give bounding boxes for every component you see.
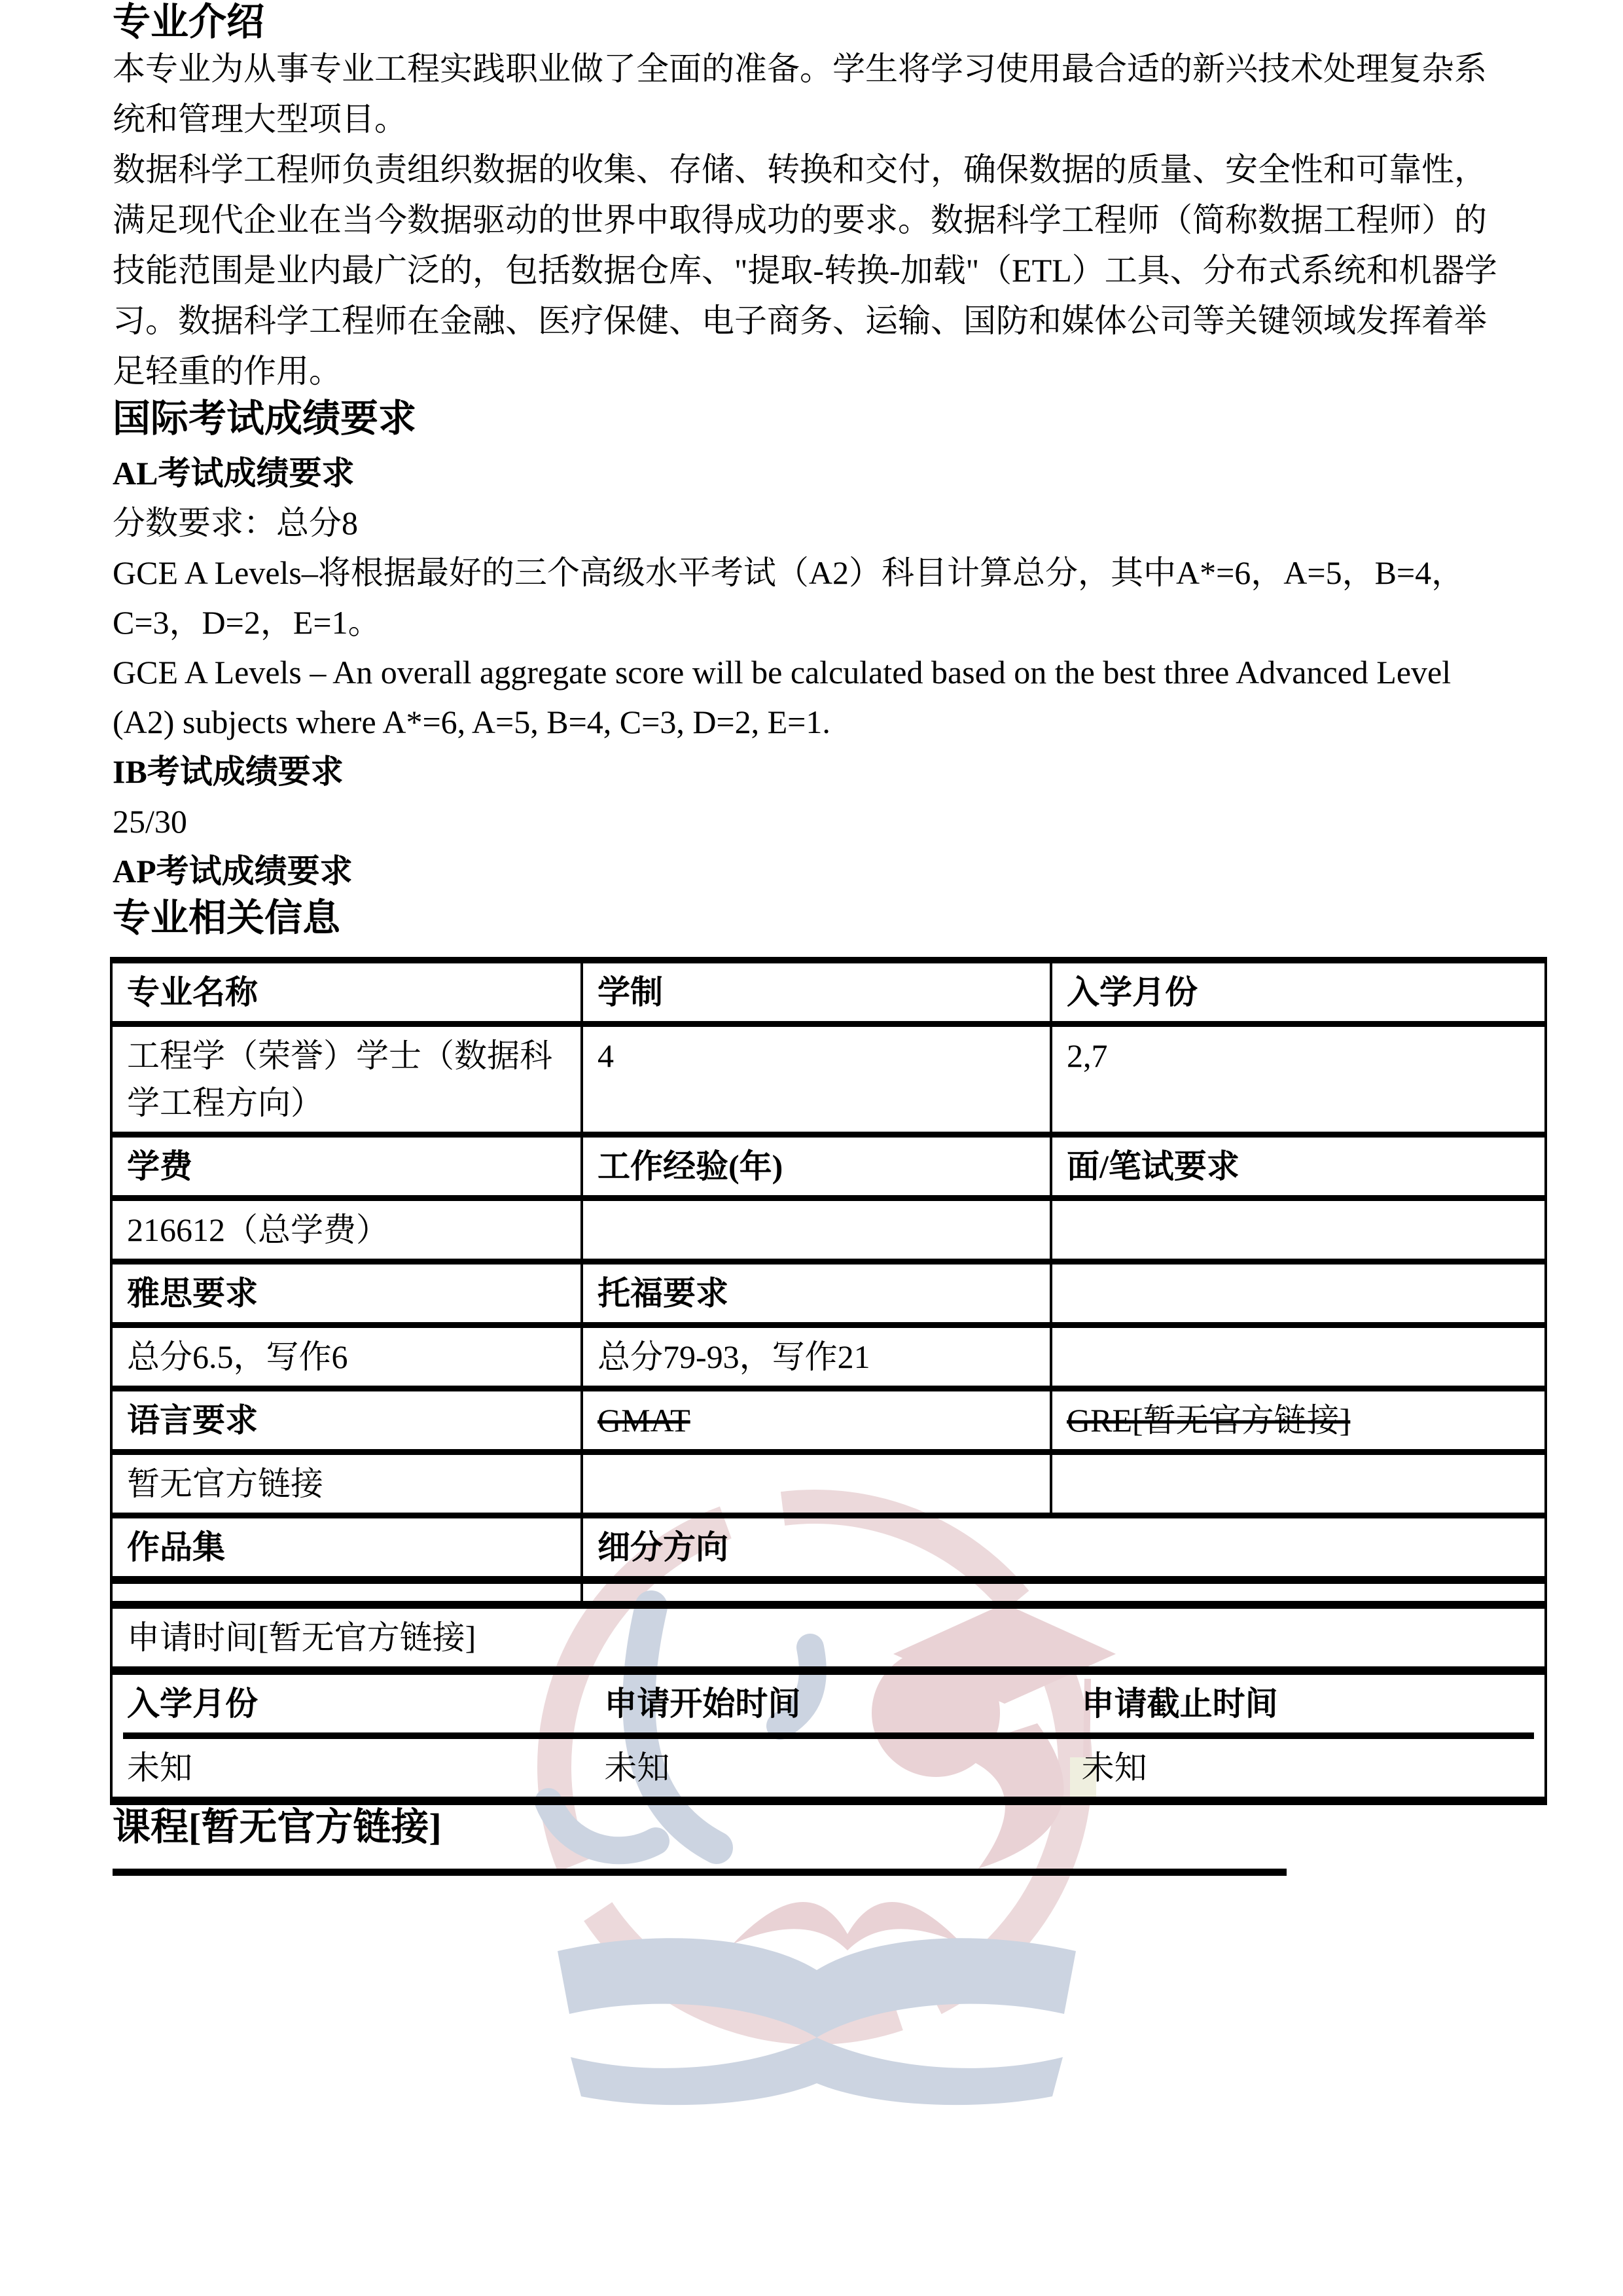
spacer-cell (113, 1584, 583, 1601)
intro-paragraph-1: 本专业为从事专业工程实践职业做了全面的准备。学生将学习使用最合适的新兴技术处理复杂系统和管理大型项目。 (113, 50, 1487, 137)
cell-duration-header: 学制 (583, 963, 1052, 1021)
table-row-header-5 (113, 1518, 1544, 1584)
cell-no-official-link: 暂无官方链接 (113, 1455, 583, 1513)
cell-intake-unknown: 未知 (127, 1749, 192, 1786)
exam-requirements-heading: 国际考试成绩要求 (113, 397, 417, 440)
cell-duration: 4 (583, 1027, 1052, 1132)
table-row-tuition (113, 1201, 1544, 1265)
spacer-cell (583, 1584, 1544, 1601)
cell-ielts-value: 总分6.5，写作6 (113, 1328, 583, 1386)
cell-portfolio-header: 作品集 (113, 1518, 583, 1576)
intro-heading: 专业介绍 (113, 1, 265, 43)
table-row-header-6 (113, 1675, 1544, 1732)
cell-specialization-header: 细分方向 (597, 1529, 728, 1566)
cell-start-unknown: 未知 (604, 1749, 670, 1786)
program-info-table (110, 957, 1547, 1805)
subtable-divider-rule (123, 1732, 1534, 1739)
cell-empty (583, 1455, 1052, 1513)
cell-empty (1052, 1455, 1544, 1513)
cell-language-req-header: 语言要求 (113, 1391, 583, 1449)
cell-application-time: 申请时间[暂无官方链接] (127, 1619, 476, 1656)
table-row-header-3 (113, 1265, 1544, 1328)
cell-major-name: 工程学（荣誉）学士（数据科学工程方向） (113, 1027, 583, 1132)
ib-score-line: 25/30 (113, 803, 187, 840)
cell-empty-value (1052, 1328, 1544, 1386)
al-requirement-label: AL考试成绩要求 (113, 455, 355, 492)
ap-requirement-label: AP考试成绩要求 (113, 853, 353, 889)
program-info-heading: 专业相关信息 (113, 897, 341, 939)
cell-apply-deadline-header: 申请截止时间 (1081, 1685, 1278, 1722)
ib-requirement-label: IB考试成绩要求 (113, 753, 344, 790)
cell-interview-value (1052, 1201, 1544, 1259)
table-row-header-4 (113, 1391, 1544, 1455)
cell-interview-header: 面/笔试要求 (1067, 1148, 1240, 1185)
cell-tuition-value: 216612（总学费） (113, 1201, 583, 1259)
courses-heading: 课程[暂无官方链接] (113, 1806, 442, 1848)
cell-major-name-header: 专业名称 (113, 963, 583, 1021)
intro-paragraph-2: 数据科学工程师负责组织数据的收集、存储、转换和交付，确保数据的质量、安全性和可靠性，满足现代企业在当今数据驱动的世界中取得成功的要求。数据科学工程师（简称数据工程师）的技能范围是业内最广泛的，包括数据仓库、"提取-转换-加载"（ETL）工具、分布式系统和机器学习。数据科学工程师在金融、医疗保健、电子商务、运输、国防和媒体公司等关键领域发挥着举足轻重的作用。 (113, 151, 1497, 389)
cell-intake-month-header: 入学月份 (1067, 974, 1198, 1011)
table-row-unknown-values (113, 1739, 1544, 1797)
table-row-language-link (113, 1455, 1544, 1518)
cell-intake-month-header-2: 入学月份 (127, 1685, 258, 1722)
cell-deadline-unknown: 未知 (1081, 1749, 1147, 1786)
cell-experience-value (583, 1201, 1052, 1259)
section-divider-rule (113, 1869, 1287, 1876)
cell-empty-header (1052, 1265, 1544, 1322)
table-row-spacer (113, 1584, 1544, 1609)
gce-cn-line: GCE A Levels–将根据最好的三个高级水平考试（A2）科目计算总分，其中A*=6，A=5，B=4，C=3，D=2，E=1。 (113, 554, 1465, 641)
cell-apply-start-header: 申请开始时间 (604, 1685, 801, 1722)
table-row-header-1 (113, 963, 1544, 1027)
cell-experience-header: 工作经验(年) (583, 1138, 1052, 1195)
cell-toefl-value: 总分79-93，写作21 (583, 1328, 1052, 1386)
cell-gmat-strikethrough: GMAT (583, 1391, 1052, 1449)
exam-requirements-block (113, 448, 1513, 896)
table-row-program (113, 1027, 1544, 1138)
table-row-application-time (113, 1609, 1544, 1675)
al-score-line: 分数要求：总分8 (113, 505, 358, 541)
cell-gre-strikethrough: GRE[暂无官方链接] (1067, 1402, 1351, 1439)
cell-ielts-header: 雅思要求 (113, 1265, 583, 1322)
gce-en-line: GCE A Levels – An overall aggregate score will be calculated based on the best three Advanced Level (A2) subjects where A*=6, A=5, B=4, C=3, D=2, E=1. (113, 654, 1452, 740)
table-row-language-scores (113, 1328, 1544, 1391)
table-row-header-2 (113, 1138, 1544, 1201)
cell-tuition-header: 学费 (113, 1138, 583, 1195)
cell-toefl-header: 托福要求 (583, 1265, 1052, 1322)
cell-intake-month: 2,7 (1067, 1037, 1108, 1074)
